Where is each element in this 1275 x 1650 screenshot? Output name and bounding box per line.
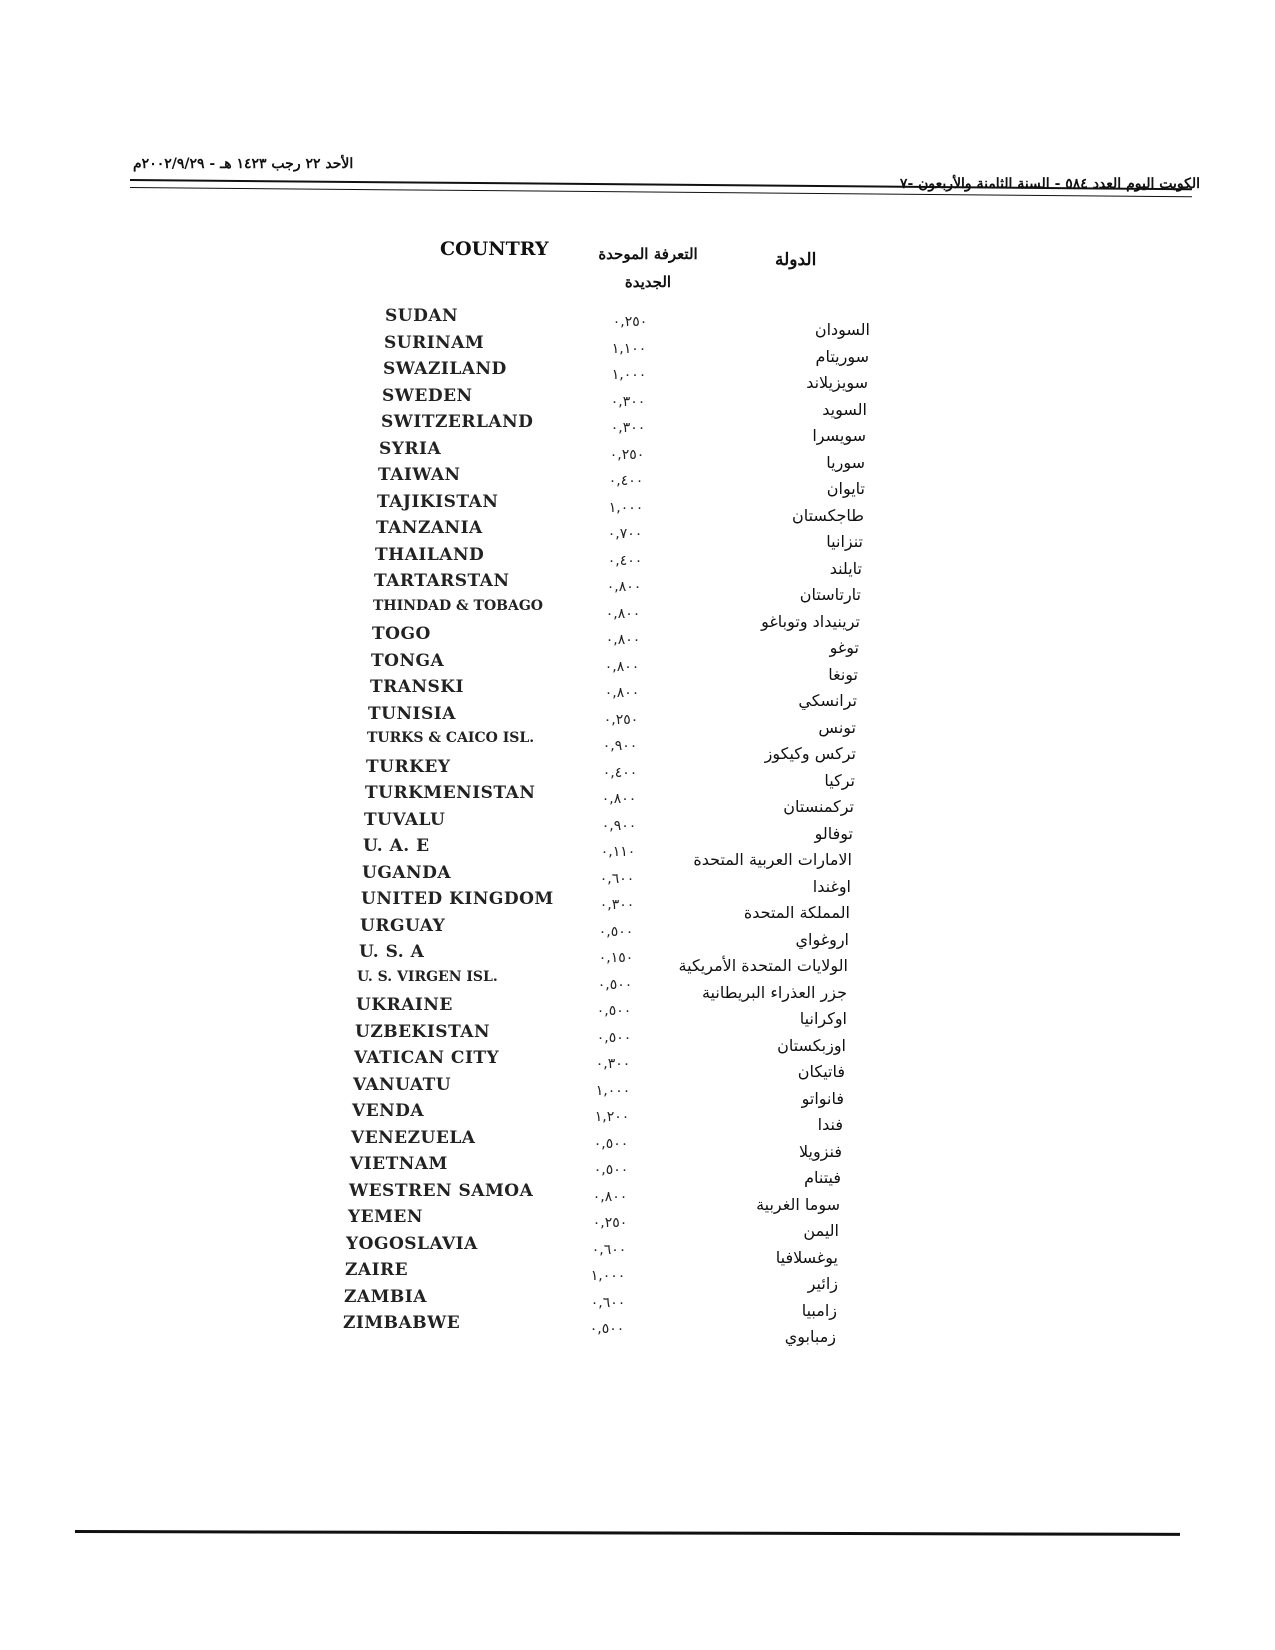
tariff-value: ٠,٥٠٠ [589,1321,625,1337]
table-row [330,650,890,684]
country-name-english: U. A. E [363,836,430,856]
table-row [330,783,890,816]
table-row [330,359,890,392]
country-name-english: TURKMENISTAN [365,783,536,803]
table-row [330,438,890,472]
country-name-arabic: ترانسكي [798,691,857,710]
country-name-arabic: تارتاستان [799,585,861,604]
country-name-arabic: السودان [814,320,870,339]
country-name-arabic: الامارات العربية المتحدة [693,850,852,869]
country-name-arabic: تايلند [829,558,862,578]
country-name-english: TANZANIA [376,518,483,538]
table-row [330,491,890,525]
tariff-value: ٠,٥٠٠ [593,1135,629,1152]
tariff-value: ٠,٢٥٠ [603,711,639,728]
tariff-value: ٠,١١٠ [600,844,636,860]
table-row [330,677,890,710]
tariff-table [330,306,890,1346]
table-row [330,730,890,763]
table-row [330,1048,890,1081]
table-row [330,756,890,790]
tariff-value: ٠,٧٠٠ [607,526,643,542]
country-name-arabic: فنزويلا [798,1141,842,1161]
tariff-value: ٠,٤٠٠ [607,552,643,569]
table-row [330,1286,890,1320]
tariff-value: ٠,٩٠٠ [601,817,637,834]
tariff-value: ١,٠٠٠ [595,1082,631,1099]
country-name-arabic: جزر العذراء البريطانية [701,982,847,1002]
tariff-value: ٠,٦٠٠ [591,1241,627,1258]
tariff-value: ٠,٥٠٠ [596,1029,632,1046]
country-name-arabic: يوغسلافيا [775,1247,838,1267]
country-name-english: THINDAD & TOBAGO [373,597,543,614]
country-name-arabic: طاجكستان [791,505,864,525]
table-row [330,1021,890,1055]
table-row [330,597,890,631]
tariff-value: ٠,٨٠٠ [605,632,641,648]
country-name-english: VIETNAM [350,1154,448,1174]
country-name-arabic: سويزيلاند [806,373,868,392]
country-name-english: TAIWAN [378,465,461,485]
tariff-value: ٠,٤٠٠ [602,764,638,781]
country-name-arabic: توغو [829,638,859,657]
tariff-value: ٠,٦٠٠ [599,870,635,887]
tariff-value: ٠,٦٠٠ [590,1294,626,1311]
table-row [330,332,890,366]
country-name-arabic: فيتنام [804,1168,841,1187]
country-name-english: ZAIRE [345,1260,409,1280]
country-name-arabic: اوزبكستان [777,1035,846,1055]
country-name-arabic: سوما الغربية [756,1194,840,1214]
tariff-value: ١,٠٠٠ [611,367,647,383]
tariff-value: ٠,٥٠٠ [598,923,634,940]
table-row [330,465,890,498]
country-name-english: YOGOSLAVIA [346,1233,478,1254]
table-row [330,1260,890,1293]
footer-rule [75,1530,1180,1536]
tariff-value: ٠,٢٥٠ [612,314,648,330]
tariff-value: ٠,٥٠٠ [593,1162,629,1178]
country-name-arabic: المملكة المتحدة [743,903,850,922]
country-name-arabic: تونغا [828,664,858,684]
country-name-arabic: تنزانيا [826,532,863,551]
country-name-english: VENEZUELA [351,1127,476,1148]
column-header-country: COUNTRY [440,238,549,260]
country-name-arabic: فندا [817,1115,843,1134]
country-name-english: TAJIKISTAN [377,491,499,512]
tariff-value: ٠,٥٠٠ [596,1003,632,1019]
table-row [330,942,890,975]
tariff-value: ٠,٢٥٠ [592,1215,628,1231]
country-name-english: THAILAND [375,544,485,565]
tariff-value: ٠,٣٠٠ [610,420,646,436]
country-name-english: TOGO [372,624,431,644]
table-row [330,968,890,1002]
country-name-english: TONGA [371,650,445,671]
table-row [330,703,890,737]
date-line: الأحد ٢٢ رجب ١٤٢٣ هـ - ٢٠٠٢/٩/٢٩م [133,156,354,172]
country-name-arabic: زائير [807,1274,838,1293]
country-name-english: VANUATU [353,1074,452,1095]
table-row [330,862,890,896]
tariff-value: ٠,٨٠٠ [604,685,640,701]
tariff-value: ١,٢٠٠ [594,1109,630,1125]
country-name-english: VENDA [352,1101,425,1121]
table-row [330,571,890,604]
table-row [330,1101,890,1134]
country-name-english: VATICAN CITY [354,1048,500,1068]
country-name-english: UKRAINE [356,995,453,1015]
table-row [330,915,890,949]
country-name-arabic: فانواتو [801,1088,844,1108]
country-name-arabic: اوغندا [812,876,851,896]
tariff-value: ٠,٣٠٠ [595,1056,631,1072]
tariff-value: ٠,٨٠٠ [604,658,640,675]
table-row [330,1180,890,1214]
table-row [330,889,890,922]
country-name-english: TURKS & CAICO ISL. [367,730,535,746]
table-row [330,306,890,339]
country-name-arabic: الولايات المتحدة الأمريكية [678,956,848,975]
country-name-arabic: توفالو [814,823,853,843]
tariff-value: ٠,٤٠٠ [608,473,644,489]
country-name-english: TARTARSTAN [374,571,510,591]
column-header-tariff: التعرفة الموحدة الجديدة [598,245,698,291]
country-name-english: ZAMBIA [344,1286,427,1307]
country-name-arabic: اروغواي [795,929,849,949]
table-row [330,1127,890,1161]
tariff-value: ٠,٨٠٠ [606,579,642,595]
country-name-arabic: فاتيكان [797,1062,845,1081]
table-row [330,518,890,551]
country-name-english: TUNISIA [368,703,456,724]
country-name-english: UNITED KINGDOM [361,889,554,909]
tariff-value: ٠,٨٠٠ [592,1188,628,1205]
country-name-arabic: تركمنستان [783,797,854,816]
country-name-english: TURKEY [366,756,451,777]
tariff-value: ٠,٨٠٠ [601,791,637,807]
country-name-arabic: السويد [822,399,867,419]
country-name-english: WESTREN SAMOA [349,1180,534,1201]
table-row [330,995,890,1028]
tariff-value: ٠,١٥٠ [598,950,634,966]
country-name-arabic: زمبابوي [784,1327,836,1346]
country-name-english: YEMEN [348,1207,423,1227]
country-name-english: SWEDEN [382,385,473,406]
column-header-country-arabic: الدولة [775,250,817,270]
tariff-value: ٠,٣٠٠ [599,897,635,913]
country-name-arabic: اوكرانيا [799,1009,847,1028]
country-name-english: TRANSKI [370,677,465,697]
country-name-arabic: تركس وكيكوز [764,744,856,763]
table-row [330,836,890,869]
table-row [330,1154,890,1187]
country-name-english: SWAZILAND [383,359,507,379]
country-name-english: ZIMBABWE [343,1313,461,1333]
table-row [330,1207,890,1240]
tariff-value: ٠,٥٠٠ [597,976,633,993]
tariff-value: ٠,٢٥٠ [609,446,645,463]
tariff-value: ٠,٩٠٠ [602,738,638,754]
table-row [330,624,890,657]
tariff-value: ١,٠٠٠ [608,499,644,516]
country-name-english: TUVALU [364,809,446,830]
country-name-english: UZBEKISTAN [355,1021,491,1042]
table-row [330,385,890,419]
country-name-arabic: ترينيداد وتوباغو [761,611,860,631]
table-row [330,809,890,843]
tariff-value: ١,٠٠٠ [590,1268,626,1284]
gazette-line: الكويت اليوم العدد ٥٨٤ - السنة الثامنة والأربعون -٧ [899,176,1200,192]
country-name-arabic: سوريا [826,452,865,472]
tariff-value: ٠,٨٠٠ [605,605,641,622]
country-name-english: UGANDA [362,862,452,883]
table-row [330,412,890,445]
country-name-arabic: سوريتام [815,346,869,366]
country-name-arabic: سويسرا [812,426,866,445]
country-name-arabic: تايوان [826,479,865,498]
country-name-arabic: تركيا [824,770,855,790]
country-name-english: SYRIA [379,438,442,459]
table-row [330,1233,890,1267]
table-row [330,1074,890,1108]
country-name-english: SUDAN [385,306,459,326]
country-name-arabic: زامبيا [801,1300,837,1320]
country-name-english: U. S. A [359,942,425,962]
table-row [330,544,890,578]
country-name-english: U. S. VIRGEN ISL. [357,968,498,985]
country-name-english: SWITZERLAND [381,412,534,432]
country-name-arabic: اليمن [803,1221,839,1240]
country-name-english: SURINAM [384,332,485,353]
tariff-value: ٠,٣٠٠ [610,393,646,410]
country-name-english: URGUAY [360,915,446,936]
country-name-arabic: تونس [818,717,856,737]
tariff-value: ١,١٠٠ [611,340,647,357]
table-row [330,1313,890,1346]
